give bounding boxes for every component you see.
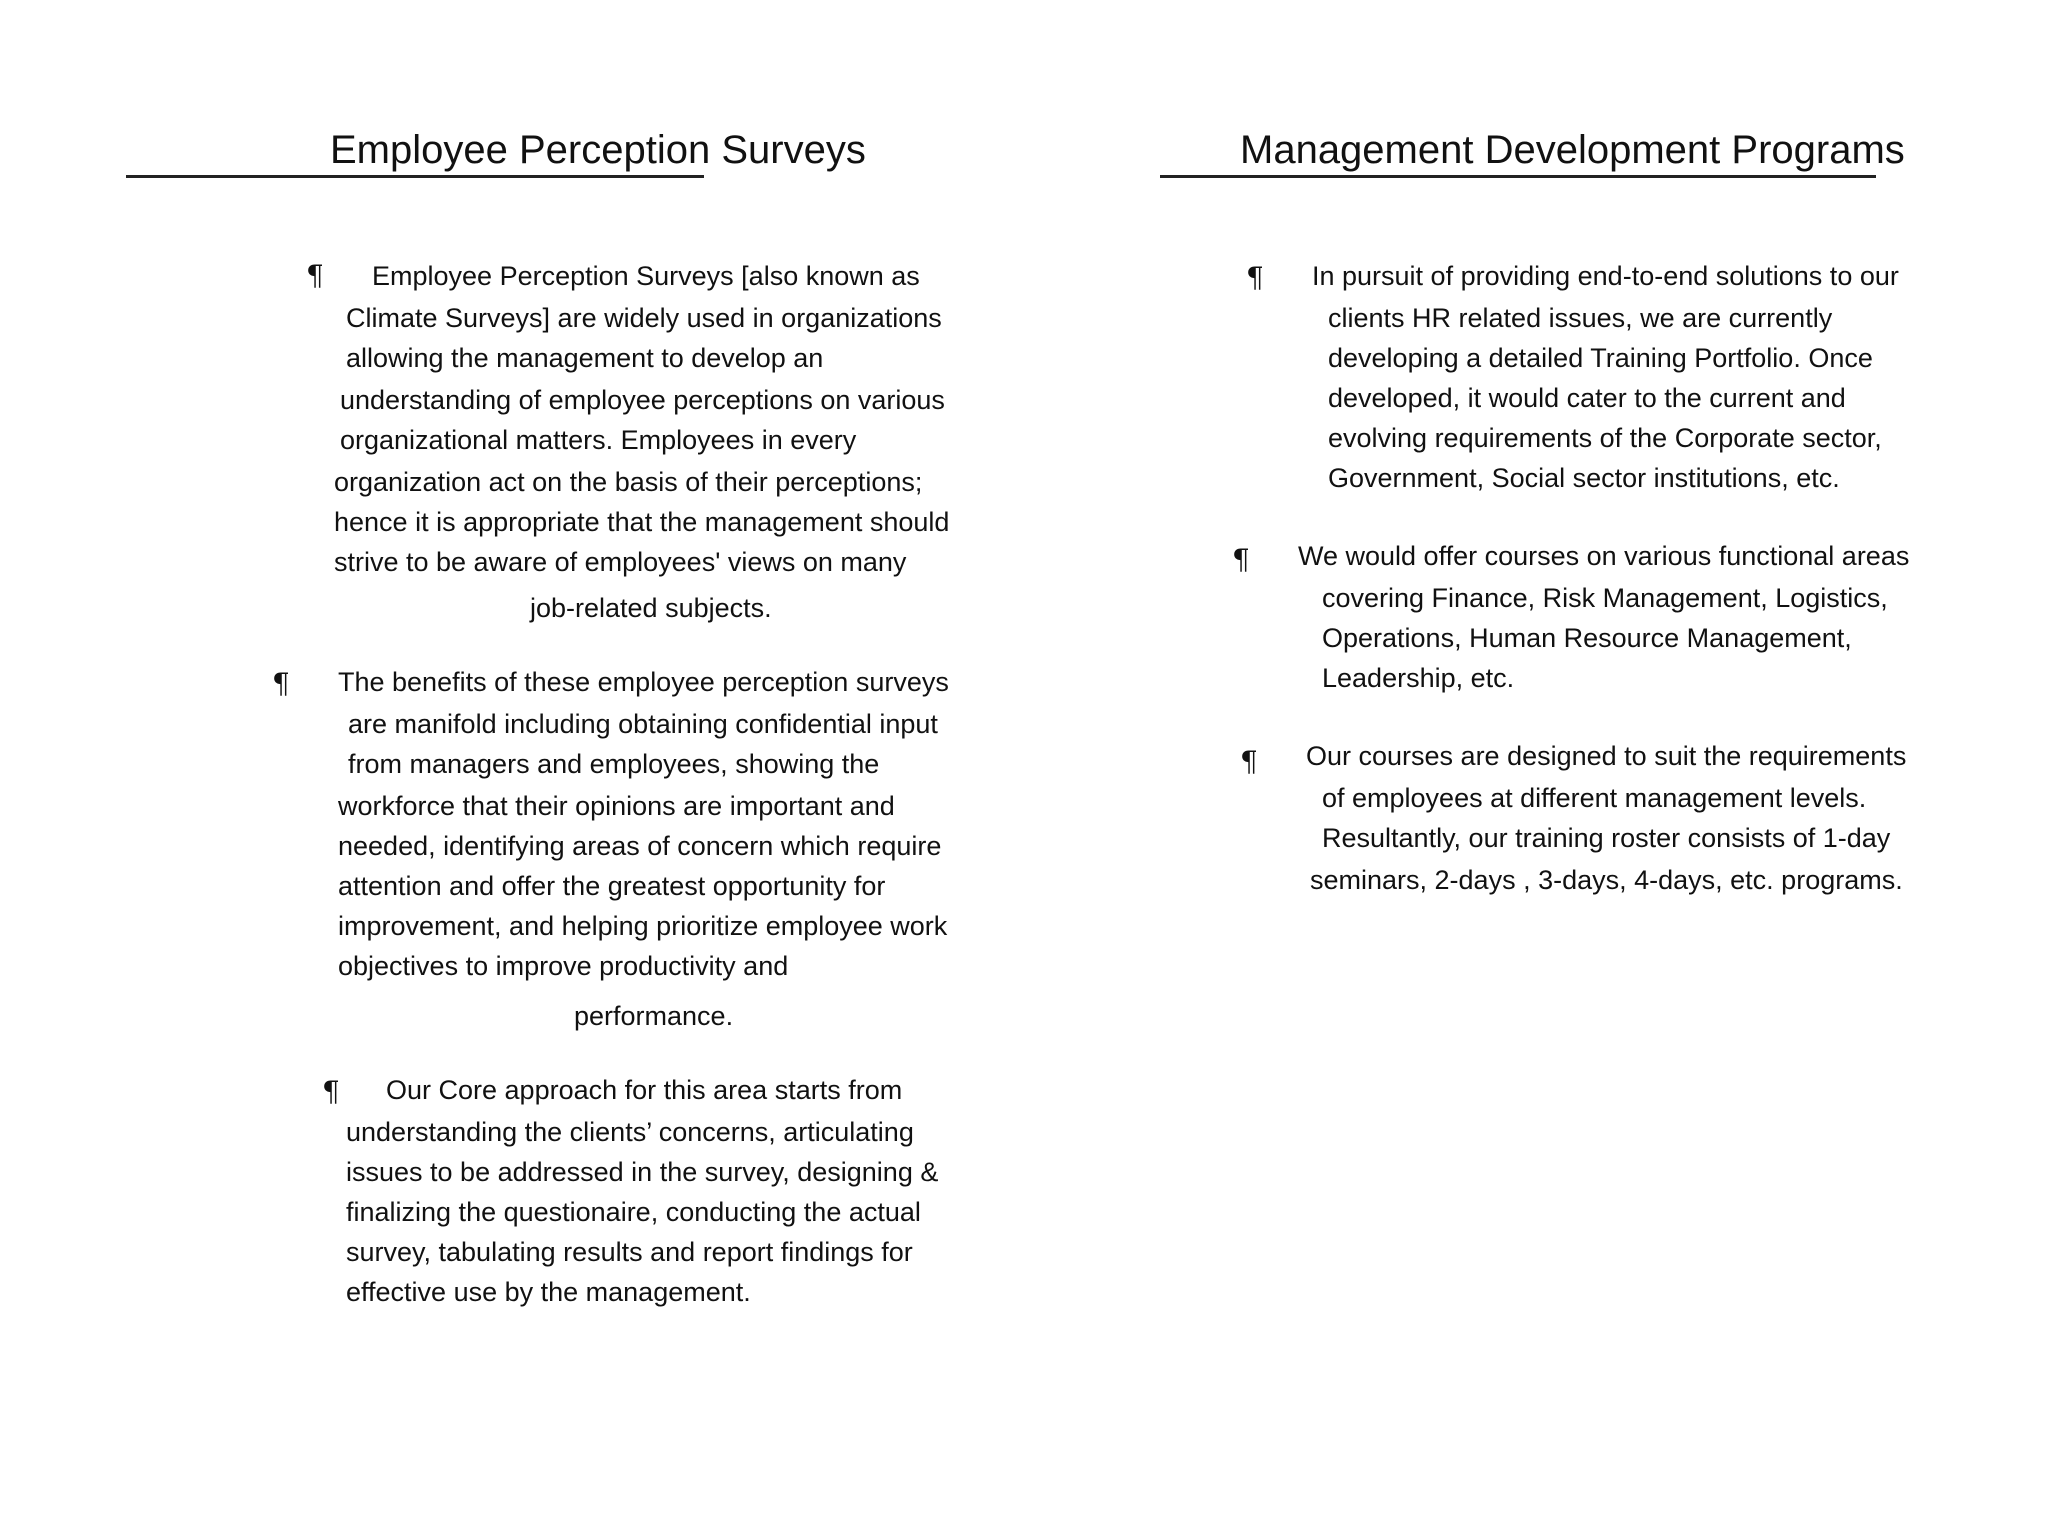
paragraph-line: allowing the management to develop an (346, 343, 824, 373)
paragraph-line: strive to be aware of employees' views on many (334, 547, 907, 577)
paragraph-line: workforce that their opinions are important and (338, 791, 895, 821)
pilcrow-bullet: ¶ (1240, 745, 1258, 778)
right-column (1024, 0, 2048, 1536)
paragraph-line: needed, identifying areas of concern which require (338, 831, 942, 861)
pilcrow-bullet: ¶ (306, 259, 324, 292)
paragraph-line: organization act on the basis of their perceptions; (334, 467, 923, 497)
paragraph-line: In pursuit of providing end-to-end solutions to our (1312, 261, 1899, 291)
paragraph-line: Resultantly, our training roster consists of 1-day (1322, 823, 1891, 853)
pilcrow-bullet: ¶ (1232, 543, 1250, 576)
paragraph-line: improvement, and helping prioritize employee work (338, 911, 948, 941)
paragraph-line: Our Core approach for this area starts from (386, 1075, 903, 1105)
paragraph-line: Our courses are designed to suit the requirements (1306, 741, 1907, 771)
left-heading-underline (126, 175, 704, 178)
paragraph-line: understanding the clients’ concerns, articulating (346, 1117, 914, 1147)
right-heading: Management Development Programs (1240, 128, 1905, 172)
paragraph-line: objectives to improve productivity and (338, 951, 789, 981)
paragraph-line: understanding of employee perceptions on various (340, 385, 945, 415)
paragraph-line: from managers and employees, showing the (348, 749, 880, 779)
paragraph-line: of employees at different management levels. (1322, 783, 1867, 813)
pilcrow-bullet: ¶ (322, 1075, 340, 1108)
paragraph-line: We would offer courses on various functional areas (1298, 541, 1910, 571)
paragraph-line: performance. (574, 1001, 734, 1031)
paragraph-line: Employee Perception Surveys [also known as (372, 261, 920, 291)
paragraph-line: developing a detailed Training Portfolio. Once (1328, 343, 1873, 373)
paragraph-line: issues to be addressed in the survey, designing & (346, 1157, 939, 1187)
paragraph-line: job-related subjects. (530, 593, 772, 623)
paragraph-line: The benefits of these employee perception surveys (338, 667, 949, 697)
right-heading-underline (1160, 175, 1876, 178)
paragraph-line: hence it is appropriate that the management should (334, 507, 950, 537)
paragraph-line: evolving requirements of the Corporate sector, (1328, 423, 1882, 453)
pilcrow-bullet: ¶ (272, 667, 290, 700)
paragraph-line: developed, it would cater to the current and (1328, 383, 1846, 413)
paragraph-line: organizational matters. Employees in every (340, 425, 857, 455)
paragraph-line: Government, Social sector institutions, etc. (1328, 463, 1840, 493)
paragraph-line: seminars, 2-days , 3-days, 4-days, etc. programs. (1310, 865, 1903, 895)
pilcrow-bullet: ¶ (1246, 261, 1264, 294)
paragraph-line: Leadership, etc. (1322, 663, 1515, 693)
paragraph-line: effective use by the management. (346, 1277, 751, 1307)
paragraph-line: attention and offer the greatest opportunity for (338, 871, 886, 901)
paragraph-line: Operations, Human Resource Management, (1322, 623, 1852, 653)
left-heading: Employee Perception Surveys (330, 128, 866, 172)
paragraph-line: are manifold including obtaining confidential input (348, 709, 938, 739)
paragraph-line: finalizing the questionaire, conducting the actual (346, 1197, 921, 1227)
paragraph-line: Climate Surveys] are widely used in organizations (346, 303, 942, 333)
paragraph-line: clients HR related issues, we are currently (1328, 303, 1833, 333)
paragraph-line: survey, tabulating results and report findings for (346, 1237, 913, 1267)
paragraph-line: covering Finance, Risk Management, Logistics, (1322, 583, 1888, 613)
